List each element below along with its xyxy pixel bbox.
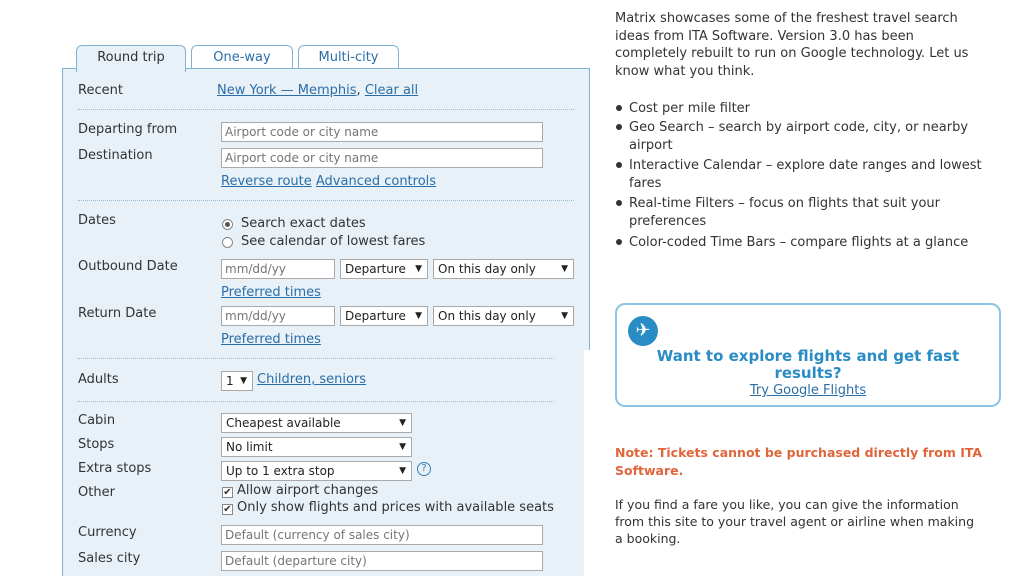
destination-label: Destination	[78, 148, 153, 163]
advanced-controls-link[interactable]: Advanced controls	[315, 174, 437, 189]
sales-city-input[interactable]	[221, 551, 543, 571]
intro-line: Matrix showcases some of the freshest travel search	[615, 11, 958, 26]
only-available-label: Only show flights and prices with available seats	[237, 500, 554, 515]
divider	[78, 401, 554, 402]
stops-value: No limit	[226, 440, 273, 454]
feature-item	[629, 157, 982, 192]
outbound-time-type-value: Departure	[345, 262, 406, 276]
bullet	[616, 200, 622, 206]
allow-airport-changes-checkbox[interactable]: ✔	[223, 487, 232, 498]
chevron-down-icon: ▼	[415, 264, 422, 274]
feature-item	[629, 119, 968, 154]
sales-city-label: Sales city	[78, 551, 141, 566]
return-time-type-value: Departure	[345, 309, 406, 323]
tab-round-trip[interactable]: Round trip	[76, 45, 186, 72]
purchase-note	[615, 444, 1005, 480]
chevron-down-icon: ▼	[399, 442, 406, 452]
return-date-input[interactable]	[221, 306, 335, 326]
adults-select[interactable]	[221, 371, 253, 391]
info-text	[615, 496, 974, 547]
extra-stops-label: Extra stops	[78, 461, 152, 476]
try-google-flights-link[interactable]: Try Google Flights	[749, 383, 867, 398]
feature-line: fares	[629, 175, 662, 191]
chevron-down-icon: ▼	[415, 311, 422, 321]
info-line: a booking.	[615, 531, 681, 546]
calendar-radio[interactable]	[222, 237, 233, 248]
return-time-type-select[interactable]	[340, 306, 428, 326]
chevron-down-icon: ▼	[561, 264, 568, 274]
cabin-value: Cheapest available	[226, 416, 341, 430]
outbound-date-input[interactable]	[221, 259, 335, 279]
tab-multi-city[interactable]: Multi-city	[298, 45, 399, 70]
chevron-down-icon: ▼	[399, 466, 406, 476]
cabin-label: Cabin	[78, 413, 116, 428]
info-line: from this site to your travel agent or airline when making	[615, 514, 975, 529]
feature-line: preferences	[629, 213, 707, 229]
reverse-route-link[interactable]: Reverse route	[221, 174, 312, 189]
bullet	[616, 162, 622, 168]
clear-all-link[interactable]: Clear all	[364, 83, 419, 98]
feature-item: Cost per mile filter	[629, 101, 751, 116]
divider	[78, 358, 554, 359]
info-line: If you find a fare you like, you can give the information	[615, 497, 959, 512]
promo-heading-line: Want to explore flights and get fast	[656, 347, 960, 365]
airplane-icon: ✈	[628, 316, 658, 346]
extra-stops-select[interactable]	[221, 461, 412, 481]
help-icon[interactable]: ?	[417, 462, 431, 476]
feature-line: Real-time Filters – focus on flights that suit your	[629, 196, 941, 211]
recent-separator: ,	[356, 83, 361, 98]
google-flights-promo	[615, 303, 1001, 407]
bullet	[616, 105, 622, 111]
feature-line: airport	[629, 137, 673, 153]
chevron-down-icon: ▼	[399, 418, 406, 428]
intro-text	[615, 10, 968, 80]
allow-airport-changes-label: Allow airport changes	[237, 483, 379, 498]
children-seniors-link[interactable]: Children, seniors	[257, 372, 367, 387]
recent-route-link[interactable]: New York — Memphis	[217, 83, 357, 98]
route-links	[221, 174, 436, 189]
calendar-label: See calendar of lowest fares	[241, 234, 426, 249]
exact-dates-radio[interactable]	[222, 219, 233, 230]
cabin-select[interactable]	[221, 413, 412, 433]
currency-label: Currency	[78, 525, 137, 540]
feature-line: Interactive Calendar – explore date ranges and lowest	[629, 158, 982, 173]
note-line: Software.	[615, 463, 684, 478]
note-line: Note: Tickets cannot be purchased directly from ITA	[615, 445, 983, 460]
panel-edge	[584, 350, 594, 576]
chevron-down-icon: ▼	[561, 311, 568, 321]
promo-heading-line: results?	[774, 364, 842, 382]
outbound-flex-value: On this day only	[438, 262, 536, 276]
adults-value: 1	[226, 374, 234, 388]
tab-one-way[interactable]: One-way	[191, 45, 293, 70]
bullet	[616, 239, 622, 245]
departing-input[interactable]	[221, 122, 543, 142]
chevron-down-icon: ▼	[240, 376, 247, 386]
adults-label: Adults	[78, 372, 119, 387]
divider	[78, 200, 574, 201]
divider	[78, 109, 574, 110]
promo-heading	[617, 348, 999, 382]
return-preferred-times-link[interactable]: Preferred times	[221, 332, 321, 347]
return-flex-select[interactable]	[433, 306, 574, 326]
feature-line: Geo Search – search by airport code, city, or nearby	[629, 120, 969, 135]
other-label: Other	[78, 485, 115, 500]
outbound-time-type-select[interactable]	[340, 259, 428, 279]
bullet	[616, 124, 622, 130]
stops-label: Stops	[78, 437, 115, 452]
destination-input[interactable]	[221, 148, 543, 168]
intro-line: ideas from ITA Software. Version 3.0 has been	[615, 28, 914, 44]
exact-dates-label: Search exact dates	[241, 216, 366, 231]
return-flex-value: On this day only	[438, 309, 536, 323]
currency-input[interactable]	[221, 525, 543, 545]
recent-label: Recent	[78, 83, 123, 98]
return-label: Return Date	[78, 306, 157, 321]
departing-label: Departing from	[78, 122, 178, 137]
outbound-label: Outbound Date	[78, 259, 178, 274]
extra-stops-value: Up to 1 extra stop	[226, 464, 335, 478]
only-available-checkbox[interactable]: ✔	[223, 504, 232, 515]
outbound-preferred-times-link[interactable]: Preferred times	[221, 285, 321, 300]
recent-searches	[217, 83, 418, 98]
feature-item: Color-coded Time Bars – compare flights at a glance	[629, 235, 969, 250]
intro-line: know what you think.	[615, 63, 755, 79]
intro-line: completely rebuilt to run on Google technology. Let us	[615, 46, 969, 61]
feature-item	[629, 195, 940, 230]
stops-select[interactable]	[221, 437, 412, 457]
outbound-flex-select[interactable]	[433, 259, 574, 279]
dates-label: Dates	[78, 213, 116, 228]
